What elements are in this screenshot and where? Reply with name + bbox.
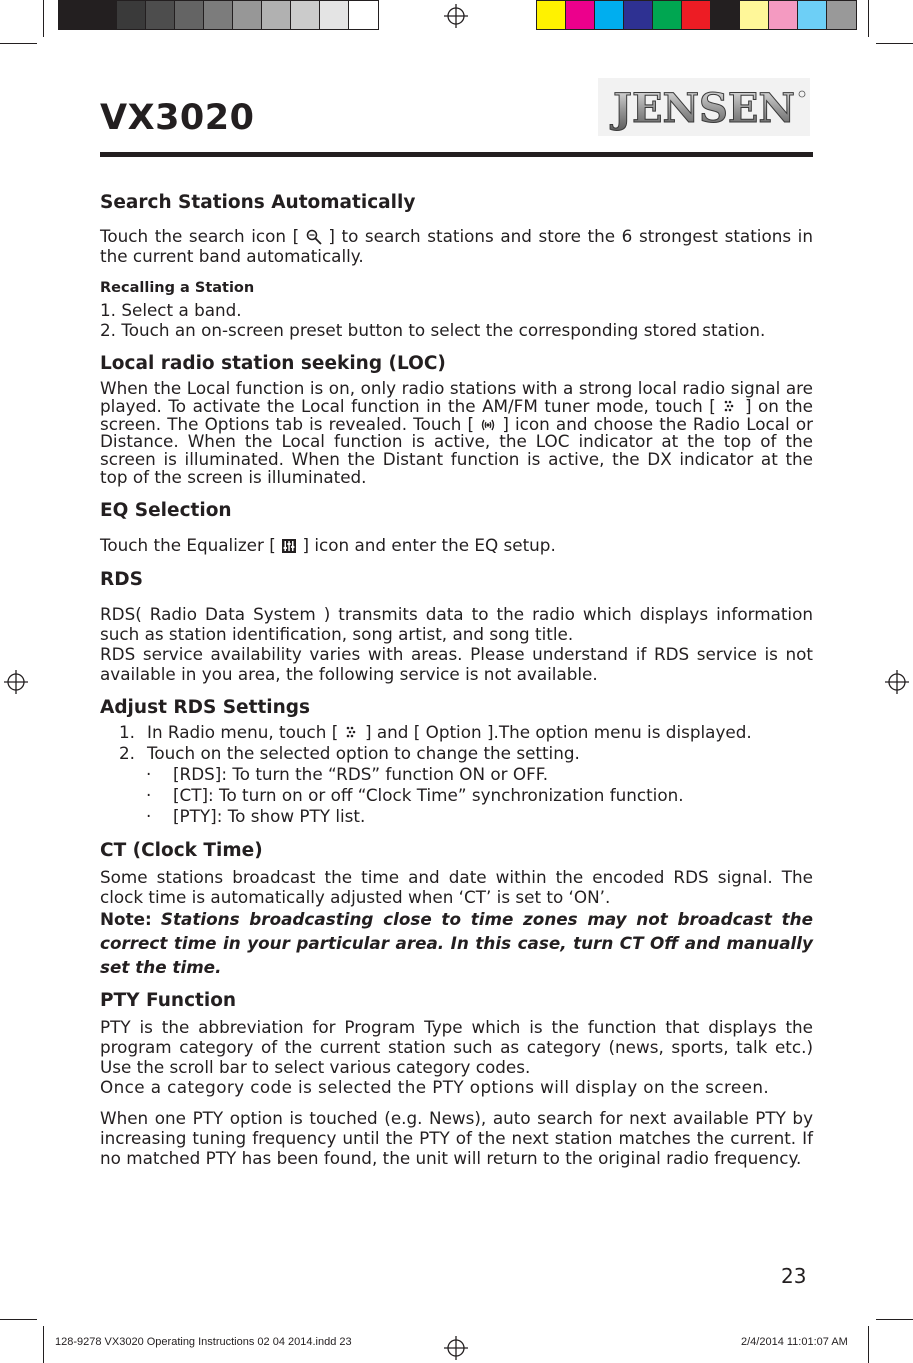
color-swatch [769,1,798,29]
color-swatch [175,1,204,29]
section-title: PTY Function [100,989,237,1011]
step-item: 1. In Radio menu, touch [ ] and [ Option ].The option menu is displayed. [119,721,752,742]
step-item: 2. Touch on the selected option to change the setting. [119,742,580,763]
step-item: 1. Select a band. [100,300,242,320]
color-swatch [798,1,827,29]
color-swatch [711,1,740,29]
rds-paragraph: RDS( Radio Data System ) transmits data to the radio which displays information such as station identification, song artist, and song title. [100,603,813,644]
radio-signal-icon [480,417,496,433]
gray-color-bar [58,0,379,30]
color-swatch [740,1,769,29]
list-item: · [RDS]: To turn the “RDS” function ON or OFF. [146,763,549,784]
ct-paragraph: Some stations broadcast the time and date within the encoded RDS signal. The clock time is automatically adjusted when ‘CT’ is set to ‘ON’. [100,866,813,907]
jensen-logo [598,78,810,136]
crop-mark [876,43,913,44]
registration-mark-icon [4,670,28,694]
pty-paragraph: When one PTY option is touched (e.g. News), auto search for next available PTY by increasing tuning frequency until the PTY of the next station matches the current. If no matched PTY has been found, the unit will return to the original radio frequency. [100,1107,813,1168]
file-slug: 128-9278 VX3020 Operating Instructions 02 04 2014.indd 23 [55,1336,352,1348]
process-color-bar [536,0,857,30]
subsection-title: Recalling a Station [100,280,255,296]
search-icon [306,229,322,245]
color-swatch [262,1,291,29]
rds-settings-steps [100,722,813,827]
crop-mark [868,0,869,37]
registration-mark-icon [885,670,909,694]
color-swatch [88,1,117,29]
color-swatch [566,1,595,29]
color-swatch [653,1,682,29]
eq-paragraph: Touch the Equalizer [ ] icon and enter the EQ setup. [100,534,556,555]
color-swatch [624,1,653,29]
options-dots-icon [344,725,360,741]
date-slug: 2/4/2014 11:01:07 AM [741,1336,848,1348]
section-title: RDS [100,568,143,590]
pty-paragraph: PTY is the abbreviation for Program Type which is the function that displays the program category of the current station such as category (news, sports, talk etc.) Use the scroll bar to select various category codes. [100,1016,813,1077]
color-swatch [682,1,711,29]
step-item: 2. Touch an on-screen preset button to select the corresponding stored station. [100,320,766,340]
page-content [100,190,813,1168]
section-title: EQ Selection [100,499,232,521]
color-swatch [320,1,349,29]
options-dots-icon [722,399,738,415]
color-swatch [827,1,856,29]
color-swatch [59,1,88,29]
model-title: VX3020 [100,98,255,138]
crop-mark [43,1326,44,1363]
section-title: Local radio station seeking (LOC) [100,353,446,374]
equalizer-icon [281,538,297,554]
ct-note: Note: Stations broadcasting close to time zones may not broadcast the correct time in your particular area. In this case, turn CT Off and manually set the time. [100,908,813,977]
registration-mark-icon [444,1336,468,1360]
section-title: Adjust RDS Settings [100,696,311,718]
page-number: 23 [781,1264,807,1288]
section-title: Search Stations Automatically [100,192,416,213]
color-swatch [537,1,566,29]
crop-mark [0,43,37,44]
crop-mark [868,1326,869,1363]
color-swatch [349,1,378,29]
color-swatch [595,1,624,29]
color-swatch [204,1,233,29]
color-swatch [117,1,146,29]
section-title: CT (Clock Time) [100,839,263,861]
crop-mark [876,1319,913,1320]
registration-mark-icon [444,4,468,28]
list-item: · [CT]: To turn on or off “Clock Time” synchronization function. [146,784,684,805]
search-paragraph: Touch the search icon [ ] to search stations and store the 6 strongest stations in the current band automatically. [100,226,813,266]
header-rule [100,152,813,157]
loc-paragraph: When the Local function is on, only radio stations with a strong local radio signal are played. To activate the Local function in the AM/FM tuner mode, touch [ ] on the screen. The Options tab is revealed. Touch [ ] icon and choose the Radio Local or Distance. When the Local function is active, the LOC indicator at the top of the screen is illuminated. When the Distant function is active, the DX indicator at the top of the screen is illuminated. [100,378,813,487]
color-swatch [233,1,262,29]
color-swatch [146,1,175,29]
crop-mark [43,0,44,37]
pty-paragraph: Once a category code is selected the PTY options will display on the screen. [100,1076,770,1097]
color-swatch [291,1,320,29]
svg-text:JENSEN: JENSEN [613,85,795,132]
rds-paragraph: RDS service availability varies with areas. Please understand if RDS service is not available in you area, the following service is not available. [100,643,813,684]
crop-mark [0,1319,37,1320]
list-item: · [PTY]: To show PTY list. [146,805,366,826]
